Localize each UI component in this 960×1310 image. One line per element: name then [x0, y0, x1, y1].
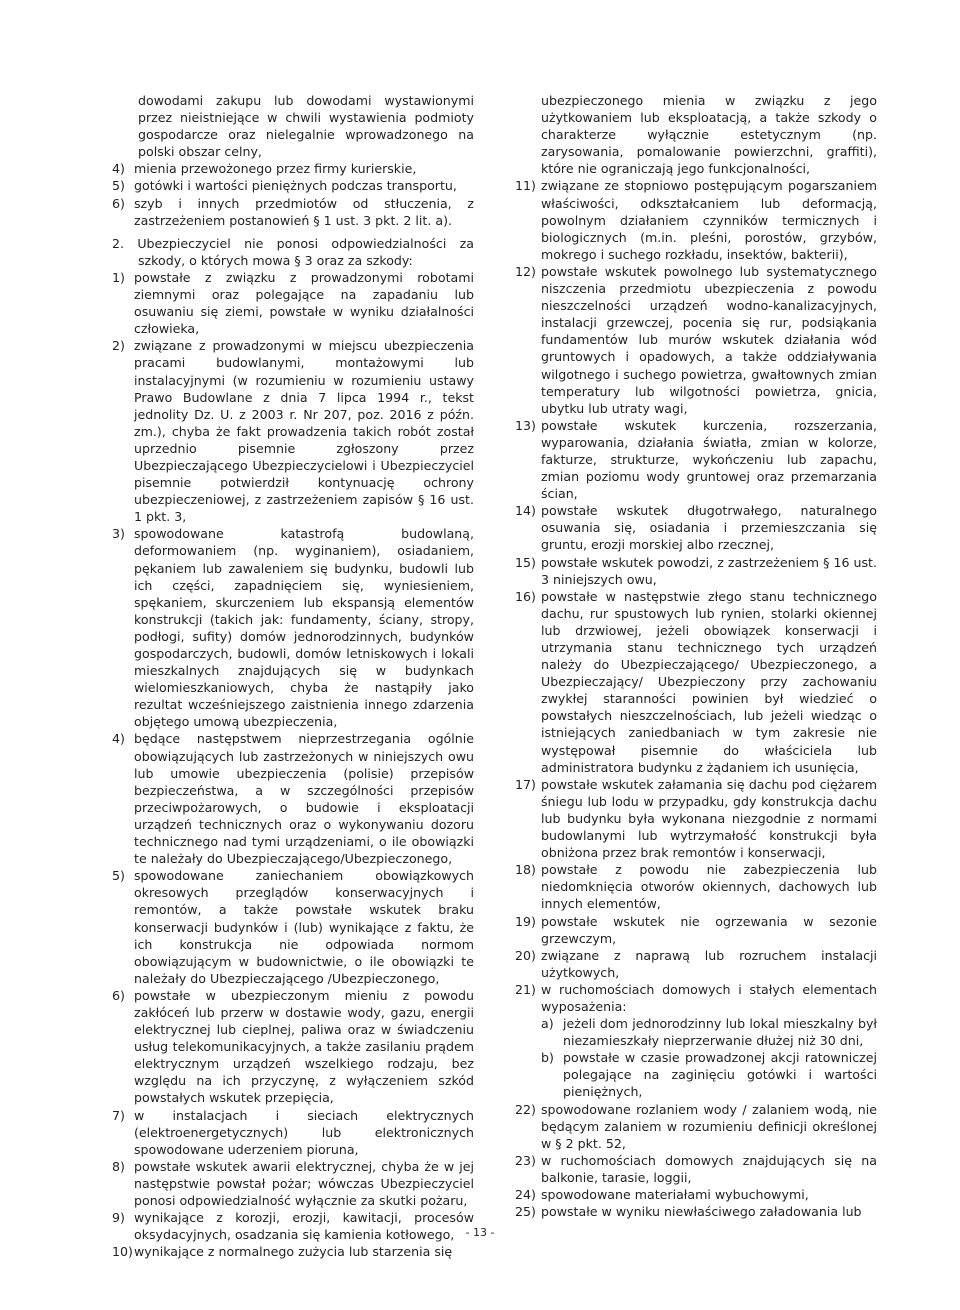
list-item — [515, 177, 877, 262]
item-number: 5) — [112, 868, 125, 884]
item-number: 22) — [515, 1101, 536, 1117]
item-text: spowodowane katastrofą budowlaną, deformowaniem (np. wyginaniem), osiadaniem, pękaniem lub zawaleniem się budynku, budowli lub ich części, zapadnięciem się, wyniesieniem, spękaniem, skurczeniem lub ekspansją elementów konstrukcji (takich jak: fundamenty, ściany, stropy, podłogi, sufity) domów jednorodzinnych, budynków gospodarczych, budowli, domów letniskowych i lokali mieszkalnych znajdujących się w budynkach wielomieszkaniowych, chyba że nastąpiły jako rezultat wcześniejszego zaistnienia innego zdarzenia objętego umową ubezpieczenia, — [134, 526, 474, 730]
item-number: 6) — [112, 987, 125, 1003]
item-letter: b) — [541, 1050, 554, 1066]
list-item — [112, 987, 474, 1107]
right-column — [515, 92, 877, 1220]
list-item — [515, 913, 877, 947]
item-text: jeżeli dom jednorodzinny lub lokal mieszkalny był niezamieszkały nieprzerwanie dłużej niż 30 dni, — [563, 1016, 877, 1049]
list-item — [515, 588, 877, 776]
item-number: 24) — [515, 1187, 536, 1202]
item-text: gotówki i wartości pieniężnych podczas transportu, — [134, 178, 457, 194]
list-item — [112, 867, 474, 987]
item-text: spowodowane zaniechaniem obowiązkowych okresowych przeglądów konserwacyjnych i remontów, a także powstałe wskutek braku konserwacji budynków i (lub) wynikające z faktu, że ich konstrukcja nie odpowiada normom obowiązującym w budownictwie, o ile obowiązki te należały do Ubezpieczającego /Ubezpieczonego, — [134, 868, 474, 986]
list-item — [112, 1158, 474, 1209]
item-text: w ruchomościach domowych i stałych elementach wyposażenia: — [541, 981, 877, 1014]
list-item — [515, 502, 877, 553]
item-number: 21) — [515, 981, 536, 997]
list-item — [515, 861, 877, 912]
item-number: 14) — [515, 503, 536, 519]
item-number: 3) — [112, 526, 125, 542]
list-item — [112, 525, 474, 730]
list-item — [112, 730, 474, 867]
left-column — [112, 92, 474, 1260]
item-number: 7) — [112, 1107, 125, 1123]
list-item — [515, 1203, 877, 1220]
item-text: związane z prowadzonymi w miejscu ubezpieczenia pracami budowlanymi, montażowymi lub instalacyjnymi (w rozumieniu w rozumieniu ustawy Prawo Budowlane z dnia 7 lipca 1994 r., tekst jednolity Dz. U. z 2003 r. Nr 207, poz. 2016 z późn. zm.), chyba że fakt prowadzenia takich robót został uprzednio pisemnie zgłoszony przez Ubezpieczającego Ubezpieczycielowi i Ubezpieczyciel pisemnie potwierdził kontynuację ochrony ubezpieczeniowej, z zastrzeżeniem zapisów § 16 ust. 1 pkt. 3, — [134, 338, 474, 525]
list-item — [112, 160, 474, 177]
list-item — [515, 263, 877, 417]
item-number: 2) — [112, 338, 125, 354]
item-number: 17) — [515, 776, 536, 792]
list-item — [112, 177, 474, 194]
list-item — [112, 337, 474, 525]
list-item — [515, 776, 877, 861]
item-text: powstałe wskutek powodzi, z zastrzeżeniem § 16 ust. 3 niniejszych owu, — [541, 554, 877, 587]
item-text: spowodowane materiałami wybuchowymi, — [541, 1187, 809, 1202]
item-text: w ruchomościach domowych znajdujących się na balkonie, tarasie, loggii, — [541, 1152, 877, 1185]
item-number: 16) — [515, 588, 536, 604]
list-item — [515, 417, 877, 502]
paragraph-2: 2. Ubezpieczyciel nie ponosi odpowiedzialności za szkody, o których mowa § 3 oraz za szkody: — [112, 235, 474, 268]
list-item — [515, 1152, 877, 1186]
item-text: powstałe w wyniku niewłaściwego załadowania lub — [541, 1204, 862, 1220]
item-number: 4) — [112, 161, 125, 177]
item-text: powstałe w następstwie złego stanu technicznego dachu, rur spustowych lub rynien, stolarki okiennej lub drzwiowej, jeżeli obowiązek konserwacji i utrzymania stanu technicznego tych urządzeń należy do Ubezpieczającego/ Ubezpieczonego, a Ubezpieczający/ Ubezpieczony przy zachowaniu zwykłej staranności powinien był wiedzieć o powstałych nieszczelnościach, lub jeżeli wiedząc o istniejących zaniedbaniach w tym zakresie nie występował pisemnie do właściciela lub administratora budynku z żądaniem ich usunięcia, — [541, 588, 877, 775]
item-number: 11) — [515, 178, 536, 194]
item-text: powstałe z związku z prowadzonymi robotami ziemnymi oraz polegające na zapadaniu lub osuwaniu się ziemi, powstałe w wyniku działalności człowieka, — [134, 269, 474, 337]
item-text: powstałe wskutek powolnego lub systematycznego niszczenia przedmiotu ubezpieczenia z powodu nieszczelności urządzeń wodno-kanalizacyjnych, instalacji grzewczej, pocenia się rur, podsiąkania fundamentów lub murów wskutek działania wód gruntowych i opadowych, a także oddziaływania wilgotnego i suchego powietrza, gwałtownych zmian temperatury lub wilgotności powietrza, gnicia, ubytku lub utraty wagi, — [541, 263, 877, 416]
item-number: 9) — [112, 1210, 125, 1226]
sub-list-item — [541, 1049, 877, 1100]
item-text: wynikające z korozji, erozji, kawitacji, procesów oksydacyjnych, osadzania się kamienia kotłowego, — [134, 1210, 474, 1243]
list-item — [112, 195, 474, 229]
item-text: powstałe wskutek awarii elektrycznej, chyba że w jej następstwie powstał pożar; wówczas Ubezpieczyciel ponosi odpowiedzialność wyłącznie za skutki pożaru, — [134, 1158, 474, 1208]
item-number: 12) — [515, 263, 536, 279]
list-item — [515, 981, 877, 1015]
page-number: - 13 - — [465, 1226, 495, 1239]
item-text: szyb i innych przedmiotów od stłuczenia, z zastrzeżeniem postanowień § 1 ust. 3 pkt. 2 lit. a). — [134, 195, 474, 228]
item-text: wynikające z normalnego zużycia lub starzenia się — [134, 1244, 453, 1260]
list-item — [515, 1101, 877, 1152]
item-text: powstałe z powodu nie zabezpieczenia lub niedomknięcia otworów okiennych, dachowych lub innych elementów, — [541, 862, 877, 912]
item-text: związane z naprawą lub rozruchem instalacji użytkowych, — [541, 947, 877, 980]
item-number: 23) — [515, 1152, 536, 1168]
item-number: 1) — [112, 269, 125, 285]
item-number: 18) — [515, 862, 536, 878]
continuation-text: ubezpieczonego mienia w związku z jego użytkowaniem lub eksploatacją, a także szkody o charakterze wyłącznie estetycznym (np. zarysowania, pomalowanie powierzchni, graffiti), które nie ograniczają jego funkcjonalności, — [541, 93, 877, 177]
item-text: będące następstwem nieprzestrzegania ogólnie obowiązujących lub zastrzeżonych w niniejszych owu lub umowie ubezpieczenia (polisie) przepisów bezpieczeństwa, a w szczególności przepisów przeciwpożarowych, o budowie i eksploatacji urządzeń technicznych oraz o wykonywaniu dozoru technicznego nad tymi urządzeniami, o ile obowiązki te należały do Ubezpieczającego/Ubezpieczonego, — [134, 731, 474, 867]
item-text: powstałe w czasie prowadzonej akcji ratowniczej polegające na zaginięciu gotówki i wartości pieniężnych, — [563, 1050, 877, 1100]
item-letter: a) — [541, 1016, 554, 1032]
item-text: powstałe wskutek załamania się dachu pod ciężarem śniegu lub lodu w przypadku, gdy konstrukcja dachu lub budynku była wykonana niezgodnie z normami budowlanymi lub wytrzymałość konstrukcji była obniżona przez brak remontów i konserwacji, — [541, 776, 877, 861]
item-number: 25) — [515, 1204, 536, 1220]
list-item — [112, 269, 474, 337]
item-number: 6) — [112, 195, 125, 211]
item-number: 13) — [515, 417, 536, 433]
item-text: powstałe wskutek długotrwałego, naturalnego osuwania się, osiadania i przemieszczania się gruntu, erozji morskiej albo rzecznej, — [541, 503, 877, 553]
item-text: powstałe wskutek nie ogrzewania w sezonie grzewczym, — [541, 913, 877, 946]
list-item — [112, 1243, 474, 1260]
item-number: 15) — [515, 554, 536, 570]
sub-list-item — [541, 1015, 877, 1049]
item-text: w instalacjach i sieciach elektrycznych (elektroenergetycznych) lub elektronicznych spowodowane uderzeniem pioruna, — [134, 1107, 474, 1157]
list-item — [515, 554, 877, 588]
item-number: 5) — [112, 178, 125, 194]
item-number: 4) — [112, 731, 125, 747]
item-text: mienia przewożonego przez firmy kurierskie, — [134, 161, 417, 177]
intro-text: dowodami zakupu lub dowodami wystawionymi przez nieistniejące w chwili wystawienia podmioty gospodarcze oraz nielegalnie wprowadzonego na polski obszar celny, — [138, 93, 474, 160]
list-item — [515, 1186, 877, 1203]
list-item — [112, 1107, 474, 1158]
item-text: powstałe w ubezpieczonym mieniu z powodu zakłóceń lub przerw w dostawie wody, gazu, energii elektrycznej lub cieplnej, paliwa oraz w świadczeniu usług telekomunikacyjnych, a także zasilaniu prądem elektrycznym urządzeń wszelkiego rodzaju, bez względu na ich przyczynę, z wyłączeniem szkód powstałych wskutek przepięcia, — [134, 987, 474, 1106]
item-number: 8) — [112, 1158, 125, 1174]
item-number: 20) — [515, 947, 536, 963]
list-item — [515, 947, 877, 981]
item-text: spowodowane rozlaniem wody / zalaniem wodą, nie będącym zalaniem w rozumieniu definicji określonej w § 2 pkt. 52, — [541, 1101, 877, 1151]
item-text: powstałe wskutek kurczenia, rozszerzania, wyparowania, działania światła, zmian w kolorze, fakturze, strukturze, wykończeniu lub zapachu, zmian poziomu wody gruntowej oraz przemarzania ścian, — [541, 417, 877, 502]
item-text: związane ze stopniowo postępującym pogarszaniem właściwości, odkształcaniem lub deformacją, powolnym działaniem czynników termicznych i biologicznych (m.in. pleśni, porostów, grzybów, mokrego i suchego rozkładu, insektów, bakterii), — [541, 178, 877, 262]
item-number: 10) — [112, 1244, 133, 1260]
item-number: 19) — [515, 913, 536, 929]
